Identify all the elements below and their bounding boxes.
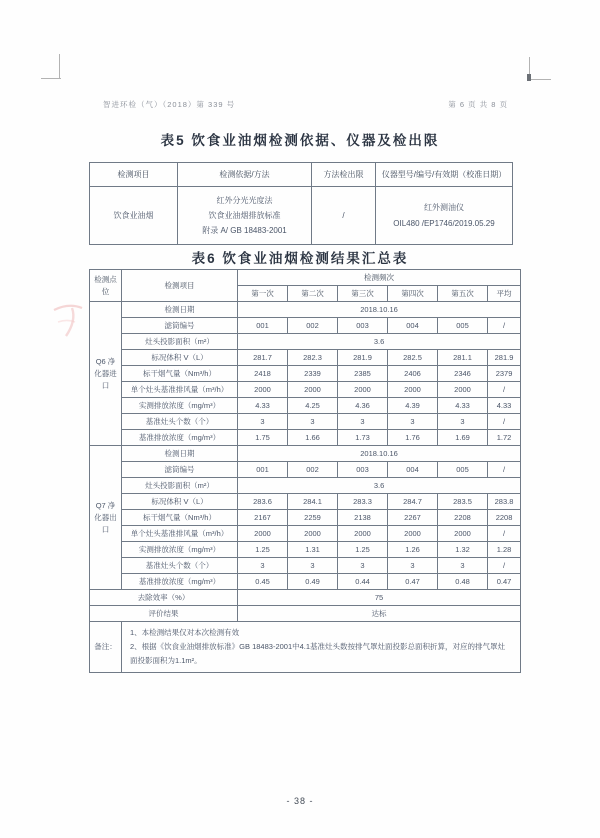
row-label: 实测排放浓度（mg/m³） — [122, 542, 238, 558]
row-value: 4.33 — [438, 398, 488, 414]
table-row — [90, 558, 521, 574]
row-label: 单个灶头基准排风量（m³/h） — [122, 526, 238, 542]
row-value: / — [488, 414, 521, 430]
instrument-line: OIL480 /EP1746/2019.05.29 — [393, 218, 495, 228]
row-value: 2406 — [388, 366, 438, 382]
row-label: 标况体积 V（L） — [122, 494, 238, 510]
table5-method-cell — [178, 187, 312, 245]
row-value: 283.6 — [238, 494, 288, 510]
row-value: 3 — [338, 414, 388, 430]
row-value: 282.3 — [288, 350, 338, 366]
table6-col-frequency: 检测频次 — [238, 270, 521, 286]
row-value: 3 — [388, 414, 438, 430]
row-value: 3 — [438, 414, 488, 430]
freq-header-2: 第二次 — [288, 286, 338, 302]
removal-efficiency-row — [90, 590, 521, 606]
row-value: 2000 — [288, 382, 338, 398]
removal-efficiency-value: 75 — [238, 590, 521, 606]
row-value: 1.25 — [238, 542, 288, 558]
table-row — [90, 478, 521, 494]
page-number: - 38 - — [286, 796, 314, 806]
row-value: 284.1 — [288, 494, 338, 510]
corner-mark-top-right-horizontal — [529, 79, 551, 80]
row-label: 标况体积 V（L） — [122, 350, 238, 366]
row-value: 3 — [288, 558, 338, 574]
freq-header-3: 第三次 — [338, 286, 388, 302]
row-value: 2379 — [488, 366, 521, 382]
row-value: 002 — [288, 462, 338, 478]
row-value: 281.9 — [488, 350, 521, 366]
table-row — [90, 398, 521, 414]
row-label: 标干烟气量（Nm³/h） — [122, 510, 238, 526]
row-value: 2000 — [338, 526, 388, 542]
row-span-value: 2018.10.16 — [238, 302, 521, 318]
table5-detection-basis — [89, 162, 513, 245]
row-value: 2000 — [238, 382, 288, 398]
corner-mark-top-left-vertical — [59, 54, 60, 79]
row-value: 1.28 — [488, 542, 521, 558]
table5-header-row — [90, 163, 513, 187]
remark-line-1: 1、本检测结果仅对本次检测有效 — [130, 628, 240, 637]
row-value: 4.33 — [238, 398, 288, 414]
row-value: 005 — [438, 318, 488, 334]
row-value: 004 — [388, 318, 438, 334]
freq-header-5: 第五次 — [438, 286, 488, 302]
row-value: 1.26 — [388, 542, 438, 558]
table5-data-row — [90, 187, 513, 245]
table6-body — [90, 302, 521, 590]
table5-col-instrument: 仪器型号/编号/有效期（校准日期） — [376, 163, 513, 187]
row-value: 2000 — [438, 382, 488, 398]
freq-header-avg: 平均 — [488, 286, 521, 302]
row-value: 2346 — [438, 366, 488, 382]
row-value: 2000 — [438, 526, 488, 542]
row-value: 3 — [338, 558, 388, 574]
evaluation-result-value: 达标 — [238, 606, 521, 622]
row-label: 滤筒编号 — [122, 462, 238, 478]
row-value: 003 — [338, 462, 388, 478]
row-value: 283.8 — [488, 494, 521, 510]
row-value: 1.66 — [288, 430, 338, 446]
row-value: 1.31 — [288, 542, 338, 558]
table6-summary — [90, 590, 521, 673]
row-value: 1.73 — [338, 430, 388, 446]
remark-line-2: 2、根据《饮食业油烟排放标准》GB 18483-2001中4.1基准灶头数按排气罩灶面投影总面积折算，对应的排气罩灶面投影面积为1.1m²。 — [130, 641, 506, 665]
row-value: 2339 — [288, 366, 338, 382]
row-value: / — [488, 318, 521, 334]
row-value: 2259 — [288, 510, 338, 526]
row-span-value: 3.6 — [238, 478, 521, 494]
row-value: 001 — [238, 462, 288, 478]
row-value: 2000 — [338, 382, 388, 398]
row-value: 283.5 — [438, 494, 488, 510]
row-value: 2000 — [238, 526, 288, 542]
evaluation-result-label: 评价结果 — [90, 606, 238, 622]
row-value: 003 — [338, 318, 388, 334]
row-label: 标干烟气量（Nm³/h） — [122, 366, 238, 382]
row-label: 灶头投影面积（m²） — [122, 478, 238, 494]
row-value: 002 — [288, 318, 338, 334]
table-row — [90, 382, 521, 398]
row-value: 281.9 — [338, 350, 388, 366]
row-label: 检测日期 — [122, 302, 238, 318]
table-row — [90, 334, 521, 350]
method-line: 附录 A/ GB 18483-2001 — [202, 226, 287, 236]
corner-mark-top-right-dot — [527, 74, 531, 81]
table-row — [90, 366, 521, 382]
remarks-label: 备注： — [90, 622, 122, 673]
row-value: 2418 — [238, 366, 288, 382]
row-value: 1.72 — [488, 430, 521, 446]
table-row — [90, 302, 521, 318]
row-label: 检测日期 — [122, 446, 238, 462]
corner-mark-top-left-horizontal — [41, 78, 61, 79]
row-label: 基准排放浓度（mg/m³） — [122, 574, 238, 590]
row-value: 3 — [388, 558, 438, 574]
row-value: 0.44 — [338, 574, 388, 590]
row-value: 001 — [238, 318, 288, 334]
table5-instrument-cell — [376, 187, 513, 245]
table6-col-item: 检测项目 — [122, 270, 238, 302]
row-value: 0.48 — [438, 574, 488, 590]
row-value: 281.1 — [438, 350, 488, 366]
row-value: 1.76 — [388, 430, 438, 446]
row-value: 005 — [438, 462, 488, 478]
row-value: / — [488, 558, 521, 574]
method-line: 饮食业油烟排放标准 — [208, 210, 281, 220]
row-value: / — [488, 382, 521, 398]
row-value: 4.25 — [288, 398, 338, 414]
row-value: 2167 — [238, 510, 288, 526]
table-row — [90, 318, 521, 334]
row-span-value: 3.6 — [238, 334, 521, 350]
method-line: 红外分光光度法 — [216, 195, 273, 205]
evaluation-result-row — [90, 606, 521, 622]
row-value: 283.3 — [338, 494, 388, 510]
row-value: 284.7 — [388, 494, 438, 510]
table-row — [90, 494, 521, 510]
table5-col-method: 检测依据/方法 — [178, 163, 312, 187]
row-value: 1.32 — [438, 542, 488, 558]
remarks-body — [122, 622, 521, 673]
row-value: 3 — [238, 414, 288, 430]
removal-efficiency-label: 去除效率（%） — [90, 590, 238, 606]
instrument-line: 红外测油仪 — [424, 203, 464, 213]
row-label: 滤筒编号 — [122, 318, 238, 334]
row-label: 基准灶头个数（个） — [122, 414, 238, 430]
table-row — [90, 414, 521, 430]
table-row — [90, 350, 521, 366]
row-value: 1.25 — [338, 542, 388, 558]
table5-col-limit: 方法检出限 — [312, 163, 376, 187]
row-value: 2208 — [438, 510, 488, 526]
table5-col-item: 检测项目 — [90, 163, 178, 187]
table-row — [90, 446, 521, 462]
row-value: 0.45 — [238, 574, 288, 590]
row-value: 3 — [238, 558, 288, 574]
table-row — [90, 430, 521, 446]
row-label: 基准灶头个数（个） — [122, 558, 238, 574]
table5-item-cell: 饮食业油烟 — [90, 187, 178, 245]
row-value: 2385 — [338, 366, 388, 382]
row-value: 2138 — [338, 510, 388, 526]
remarks-row — [90, 622, 521, 673]
row-value: 2000 — [388, 526, 438, 542]
row-value: 3 — [438, 558, 488, 574]
row-value: 0.47 — [388, 574, 438, 590]
row-value: 2000 — [388, 382, 438, 398]
row-value: 4.33 — [488, 398, 521, 414]
row-value: / — [488, 462, 521, 478]
row-value: 2000 — [288, 526, 338, 542]
row-value: 282.5 — [388, 350, 438, 366]
row-label: 实测排放浓度（mg/m³） — [122, 398, 238, 414]
row-value: / — [488, 526, 521, 542]
row-value: 004 — [388, 462, 438, 478]
row-value: 281.7 — [238, 350, 288, 366]
page-indicator: 第 6 页 共 8 页 — [448, 100, 508, 109]
sample-point-label: Q7 净化器出口 — [90, 446, 122, 590]
table6-header-row-1 — [90, 270, 521, 286]
table6-title: 表6 饮食业油烟检测结果汇总表 — [191, 251, 409, 266]
table5-title: 表5 饮食业油烟检测依据、仪器及检出限 — [160, 133, 440, 148]
table-row — [90, 462, 521, 478]
table5-limit-cell: / — [312, 187, 376, 245]
freq-header-1: 第一次 — [238, 286, 288, 302]
row-value: 4.36 — [338, 398, 388, 414]
row-value: 3 — [288, 414, 338, 430]
table6-col-point: 检测点位 — [90, 270, 122, 302]
row-value: 2267 — [388, 510, 438, 526]
report-number: 智进环检（气）（2018）第 339 号 — [103, 100, 236, 109]
row-value: 0.49 — [288, 574, 338, 590]
row-value: 1.75 — [238, 430, 288, 446]
row-value: 2208 — [488, 510, 521, 526]
row-label: 单个灶头基准排风量（m³/h） — [122, 382, 238, 398]
table-row — [90, 542, 521, 558]
row-value: 4.39 — [388, 398, 438, 414]
row-label: 基准排放浓度（mg/m³） — [122, 430, 238, 446]
sample-point-label: Q6 净化器进口 — [90, 302, 122, 446]
row-label: 灶头投影面积（m²） — [122, 334, 238, 350]
row-value: 1.69 — [438, 430, 488, 446]
table-row — [90, 574, 521, 590]
row-span-value: 2018.10.16 — [238, 446, 521, 462]
table6-results-summary — [89, 269, 521, 673]
table-row — [90, 510, 521, 526]
table-row — [90, 526, 521, 542]
freq-header-4: 第四次 — [388, 286, 438, 302]
row-value: 0.47 — [488, 574, 521, 590]
